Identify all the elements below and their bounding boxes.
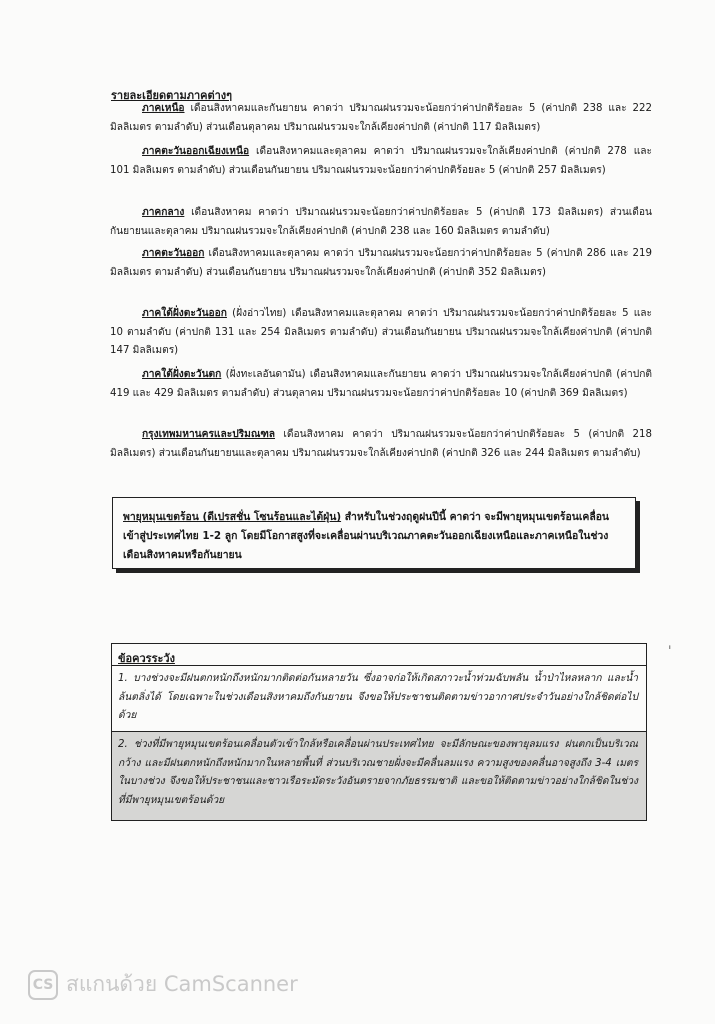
region-name: ภาคตะวันออกเฉียงเหนือ xyxy=(142,146,250,157)
scan-mark: ˌ xyxy=(668,636,672,651)
region-paragraph-north xyxy=(110,100,652,137)
section-heading: รายละเอียดตามภาคต่างๆ xyxy=(111,89,233,102)
caution-item: 1. บางช่วงจะมีฝนตกหนักถึงหนักมากติดต่อกันหลายวัน ซึ่งอาจก่อให้เกิดสภาวะน้ำท่วมฉับพลัน น้ำป่าไหลหลาก และน้ำล้นตลิ่งได้ โดยเฉพาะในช่วงเดือนสิงหาคมถึงกันยายน จึงขอให้ประชาชนติดตามข่าวอากาศประจำวันอย่างใกล้ชิดต่อไปด้วย xyxy=(112,666,646,732)
region-paragraph-east xyxy=(110,245,652,282)
region-name: กรุงเทพมหานครและปริมณฑล xyxy=(142,429,276,440)
region-text: (ฝั่งอ่าวไทย) เดือนสิงหาคมและตุลาคม คาดว่า ปริมาณฝนรวมจะน้อยกว่าค่าปกติร้อยละ 5 และ 10 ตามลำดับ (ค่าปกติ 131 และ 254 มิลลิเมตร ตามลำดับ) ส่วนเดือนกันยายน ปริมาณฝนรวมจะใกล้เคียงค่าปกติ (ค่าปกติ 147 มิลลิเมตร) xyxy=(110,308,652,356)
region-paragraph-south-west xyxy=(110,366,652,403)
region-name: ภาคกลาง xyxy=(142,207,185,218)
storm-text: สำหรับในช่วงฤดูฝนปีนี้ คาดว่า จะมีพายุหมุนเขตร้อนเคลื่อนเข้าสู่ประเทศไทย 1-2 ลูก โดยมีโอกาสสูงที่จะเคลื่อนผ่านบริเวณภาคตะวันออกเฉียงเหนือและภาคเหนือในช่วงเดือนสิงหาคมหรือกันยายน xyxy=(123,511,610,561)
watermark-text: สแกนด้วย CamScanner xyxy=(66,972,298,996)
region-text: เดือนสิงหาคม คาดว่า ปริมาณฝนรวมจะน้อยกว่าค่าปกติร้อยละ 5 (ค่าปกติ 173 มิลลิเมตร) ส่วนเดือนกันยายนและตุลาคม ปริมาณฝนรวมจะใกล้เคียงค่าปกติ (ค่าปกติ 238 และ 160 มิลลิเมตร ตามลำดับ) xyxy=(110,207,652,237)
region-paragraph-south-east xyxy=(110,305,652,361)
caution-item: 2. ช่วงที่มีพายุหมุนเขตร้อนเคลื่อนตัวเข้าใกล้หรือเคลื่อนผ่านประเทศไทย จะมีลักษณะของพายุลมแรง ฝนตกเป็นบริเวณกว้าง และมีฝนตกหนักถึงหนักมากในหลายพื้นที่ ส่วนบริเวณชายฝั่งจะมีคลื่นลมแรง ความสูงของคลื่นอาจสูงถึง 3-4 เมตรในบางช่วง จึงขอให้ประชาชนและชาวเรือระมัดระวังอันตรายจากภัยธรรมชาติ และขอให้ติดตามข่าวอย่างใกล้ชิดในช่วงที่มีพายุหมุนเขตร้อนด้วย xyxy=(112,732,646,820)
region-name: ภาคเหนือ xyxy=(142,103,185,114)
caution-title: ข้อควรระวัง xyxy=(112,644,646,666)
region-text: (ฝั่งทะเลอันดามัน) เดือนสิงหาคมและกันยายน คาดว่า ปริมาณฝนรวมจะใกล้เคียงค่าปกติ (ค่าปกติ 419 และ 429 มิลลิเมตร ตามลำดับ) ส่วนตุลาคม ปริมาณฝนรวมจะน้อยกว่าค่าปกติร้อยละ 10 (ค่าปกติ 369 มิลลิเมตร) xyxy=(110,369,652,399)
region-name: ภาคใต้ฝั่งตะวันตก xyxy=(142,369,222,380)
camscanner-logo-icon: CS xyxy=(28,970,58,1000)
tropical-storm-box xyxy=(112,497,636,569)
region-paragraph-central xyxy=(110,204,652,241)
region-paragraph-bangkok xyxy=(110,426,652,463)
camscanner-watermark xyxy=(28,968,298,1001)
region-text: เดือนสิงหาคมและตุลาคม คาดว่า ปริมาณฝนรวมจะน้อยกว่าค่าปกติร้อยละ 5 (ค่าปกติ 286 และ 219 มิลลิเมตร ตามลำดับ) ส่วนเดือนกันยายน ปริมาณฝนรวมจะใกล้เคียงค่าปกติ (ค่าปกติ 352 มิลลิเมตร) xyxy=(110,248,652,278)
caution-box xyxy=(111,643,647,821)
region-name: ภาคใต้ฝั่งตะวันออก xyxy=(142,308,227,319)
region-text: เดือนสิงหาคมและตุลาคม คาดว่า ปริมาณฝนรวมจะใกล้เคียงค่าปกติ (ค่าปกติ 278 และ 101 มิลลิเมตร ตามลำดับ) ส่วนเดือนกันยายน ปริมาณฝนรวมจะน้อยกว่าค่าปกติร้อยละ 5 (ค่าปกติ 257 มิลลิเมตร) xyxy=(110,146,652,176)
storm-label: พายุหมุนเขตร้อน (ดีเปรสชั่น โซนร้อนและไต้ฝุ่น) xyxy=(123,511,342,523)
region-paragraph-northeast xyxy=(110,143,652,180)
region-text: เดือนสิงหาคม คาดว่า ปริมาณฝนรวมจะน้อยกว่าค่าปกติร้อยละ 5 (ค่าปกติ 218 มิลลิเมตร) ส่วนเดือนกันยายนและตุลาคม ปริมาณฝนรวมจะใกล้เคียงค่าปกติ (ค่าปกติ 326 และ 244 มิลลิเมตร ตามลำดับ) xyxy=(110,429,652,459)
region-name: ภาคตะวันออก xyxy=(142,248,205,259)
region-text: เดือนสิงหาคมและกันยายน คาดว่า ปริมาณฝนรวมจะน้อยกว่าค่าปกติร้อยละ 5 (ค่าปกติ 238 และ 222 มิลลิเมตร ตามลำดับ) ส่วนเดือนตุลาคม ปริมาณฝนรวมจะใกล้เคียงค่าปกติ (ค่าปกติ 117 มิลลิเมตร) xyxy=(110,103,652,133)
